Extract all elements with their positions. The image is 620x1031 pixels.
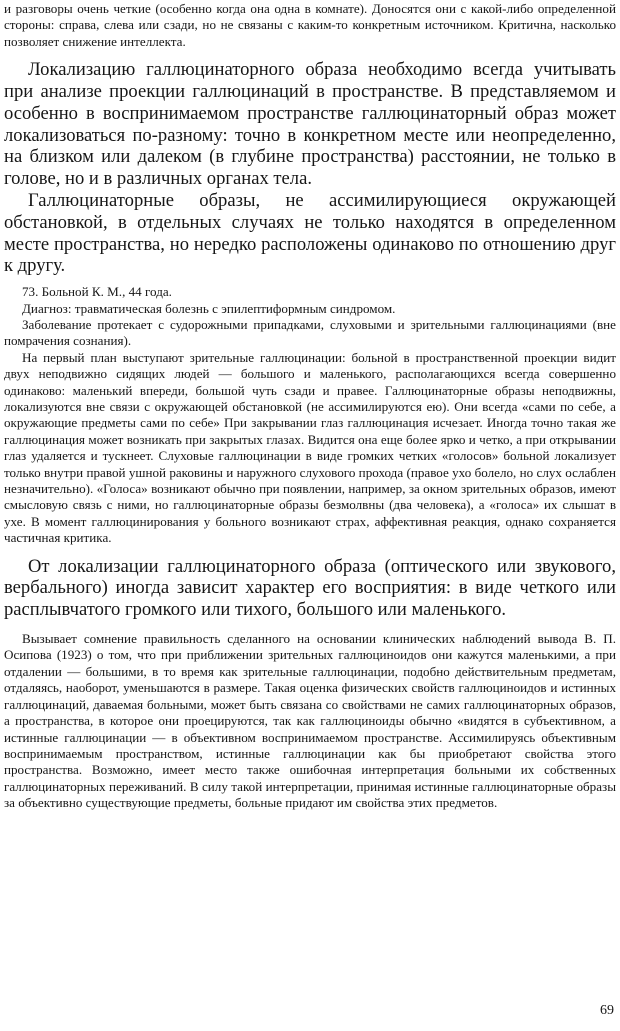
paragraph-case-ending: и разговоры очень четкие (особенно когда она одна в комнате). Доносятся они с какой-либо определенной стороны: справа, слева или сзади, но не связаны с каким-то конкретным источником. Критична, насколько позволяет снижение интеллекта. <box>4 1 616 49</box>
case-title: 73. Больной К. М., 44 года. <box>22 284 172 300</box>
paragraph-perception: От локализации галлюцинаторного образа (оптического или звукового, вербального) иногда зависит характер его восприятия: в виде четкого или расплывчатого громкого или тихого, большого или маленького. <box>4 555 616 621</box>
document-page <box>4 0 616 1031</box>
commentary-block <box>4 631 616 811</box>
case-description: На первый план выступают зрительные галлюцинации: больной в пространственной проекции видит двух неподвижно сидящих людей — большого и маленького, располагающихся всегда совершенно одинаково: маленький впереди, большой чуть сзади и правее. Галлюцинаторные образы неподвижны, локализуются вне связи с окружающей обстановкой (не ассимилируются ею). Они всегда «сами по себе, а окружающие предметы сами по себе» При закрывании глаз галлюцинация исчезает. Иногда точно такая же галлюцинация может возникать при закрытых глазах. Видится она еще более ярко и четко, а при открывании глаз удаляется и тускнеет. Слуховые галлюцинации в виде громких четких «голосов» больной локализует только внутри правой ушной раковины и наружного слухового прохода (правое ухо болело, но слух ослаблен незначительно). «Голоса» возникают обычно при появлении, например, за окном зрительных образов, имеют смысловую связь с ними, но галлюцинаторные образы безмолвны (два человека), а «голоса» их слышат в ухе. В момент галлюцинирования у больного возникают страх, аффективная реакция, однако сохраняется частичная критика. <box>4 349 616 546</box>
paragraph-osipov: Вызывает сомнение правильность сделанного на основании клинических наблюдений вывода В. П. Осипова (1923) о том, что при приближении зрительных галлюциноидов они кажутся маленькими, а при отдалении — большими, в то время как зрительные галлюцинации, подобно действительным предметам, отдаляясь, наоборот, уменьшаются в размере. Такая оценка физических свойств галлюциноидов и истинных галлюцинаций, даваемая больными, может быть связана со свойствами не самих галлюцинаторных образов, а пространства, в которое они проецируются, так как галлюциноиды обычно «видятся в субъективном, а истинные галлюцинации — в объективном воспринимаемом пространстве. Ассимилируясь объективным воспринимаемым пространством, истинные галлюцинации как бы приобретают свойства этого пространства. Возможно, имеет место также ошибочная интерпретация больными их собственных галлюцинаторных переживаний. В силу такой интерпретации, принимая истинные галлюцинаторные образы за объективно существующие предметы, больные придают им свойства этих предметов. <box>4 631 616 811</box>
paragraph-non-assimilating: Галлюцинаторные образы, не ассимилирующиеся окружающей обстановкой, в отдельных случаях не только находятся в определенном месте пространства, но нередко расположены одинаково по отношению друг к другу. <box>4 190 616 277</box>
page-number: 69 <box>600 1003 614 1018</box>
case-diagnosis: Диагноз: травматическая болезнь с эпилептиформным синдромом. <box>22 300 396 316</box>
main-text-block-2 <box>4 556 616 621</box>
case-course: Заболевание протекает с судорожными припадками, слуховыми и зрительными галлюцинациями (вне помрачения сознания). <box>4 317 616 349</box>
case-73-block <box>4 284 616 547</box>
paragraph-localization: Локализацию галлюцинаторного образа необходимо всегда учитывать при анализе проекции галлюцинаций в пространстве. В представляемом и особенно в воспринимаемом пространстве галлюцинаторный образ может локализоваться по-разному: точно в конкретном месте или неопределенно, на близком или далеком (в глубине пространства) расстоянии, не только в голове, но и в различных органах тела. <box>4 59 616 190</box>
main-text-block-1 <box>4 59 616 277</box>
